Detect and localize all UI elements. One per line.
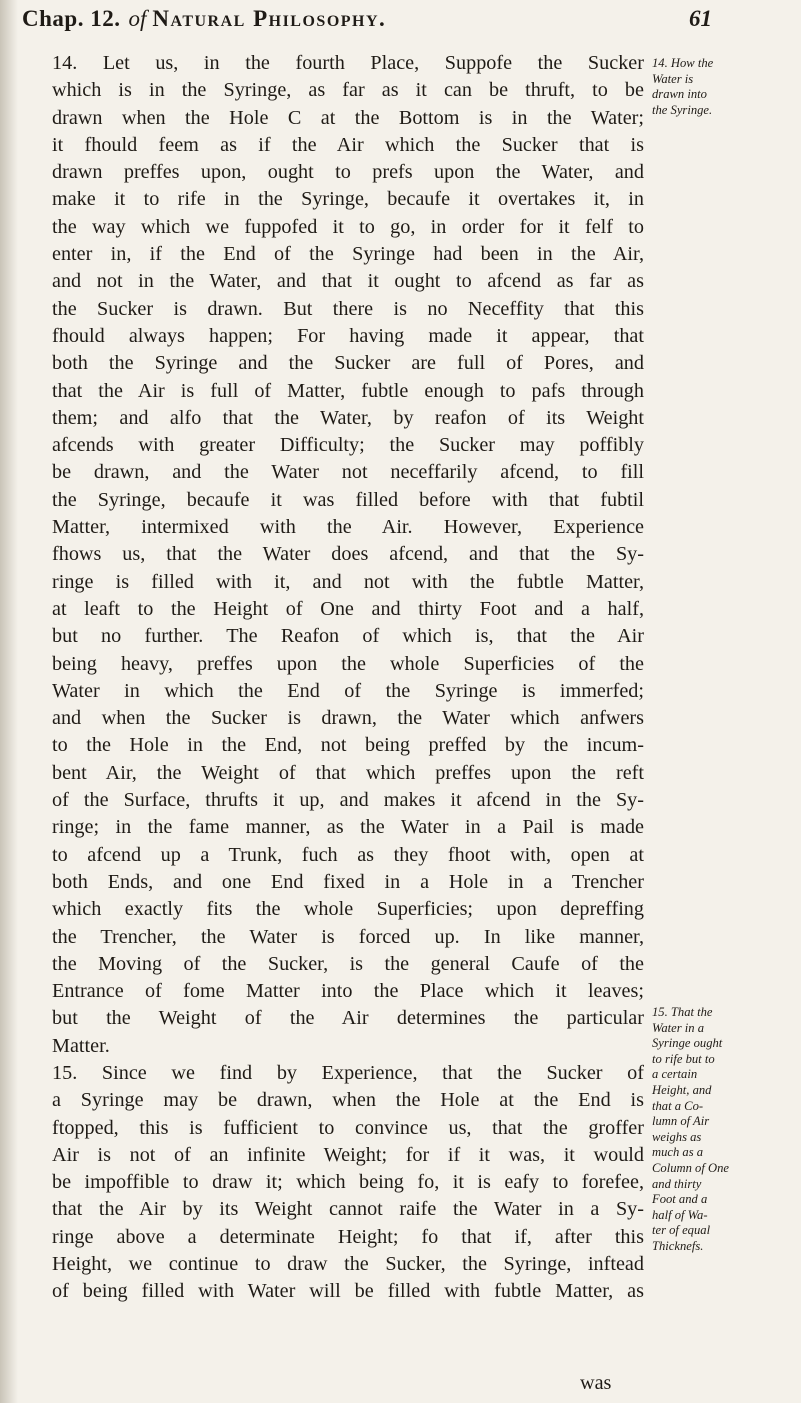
margin-note-line: lumn of Air bbox=[652, 1114, 710, 1129]
text-line: 15. Since we find by Experience, that the Sucker of bbox=[52, 1061, 644, 1084]
margin-note-line: to rife but to bbox=[652, 1051, 715, 1066]
text-line: it fhould feem as if the Air which the Sucker that is bbox=[52, 133, 644, 156]
margin-note-line: a certain bbox=[652, 1067, 698, 1082]
text-line: being heavy, preffes upon the whole Superficies of the bbox=[52, 652, 644, 675]
text-line: which is in the Syringe, as far as it can be thruft, to be bbox=[52, 79, 644, 102]
text-line: that the Air by its Weight cannot raife the Water in a Sy- bbox=[52, 1198, 644, 1221]
text-line: Matter, intermixed with the Air. However, Experience bbox=[52, 516, 644, 539]
text-line: to afcend up a Trunk, fuch as they fhoot with, open at bbox=[52, 843, 644, 866]
text-line: ringe is filled with it, and not with the fubtle Matter, bbox=[52, 570, 644, 593]
text-line: fhows us, that the Water does afcend, and that the Sy- bbox=[52, 543, 644, 566]
header-of: of bbox=[128, 6, 147, 31]
book-title: Natural Philosophy. bbox=[152, 6, 387, 31]
text-line: drawn when the Hole C at the Bottom is in the Water; bbox=[52, 106, 644, 129]
margin-note-line: the Syringe. bbox=[652, 102, 713, 117]
text-line: ftopped, this is fufficient to convince us, that the groffer bbox=[52, 1116, 644, 1139]
paragraph-14 bbox=[52, 50, 644, 1060]
text-line: both Ends, and one End fixed in a Hole in a Trencher bbox=[52, 870, 644, 893]
text-line: enter in, if the End of the Syringe had been in the Air, bbox=[52, 243, 644, 266]
text-line: and when the Sucker is drawn, the Water which anfwers bbox=[52, 707, 644, 730]
margin-note-15 bbox=[652, 1005, 794, 1255]
text-line: be drawn, and the Water not neceffarily afcend, to fill bbox=[52, 461, 644, 484]
margin-note-line: half of Wa- bbox=[652, 1207, 708, 1222]
text-line: Air is not of an infinite Weight; for if it was, it would bbox=[52, 1143, 644, 1166]
margin-note-line: Syringe ought bbox=[652, 1036, 723, 1051]
binding-gutter-shadow bbox=[0, 0, 18, 1403]
text-line: of being filled with Water will be filled with fubtle Matter, as bbox=[52, 1280, 644, 1303]
text-line: the Trencher, the Water is forced up. In like manner, bbox=[52, 925, 644, 948]
text-line: which exactly fits the whole Superficies; upon depreffing bbox=[52, 898, 644, 921]
text-line: but no further. The Reafon of which is, that the Air bbox=[52, 625, 644, 648]
text-line: bent Air, the Weight of that which preffes upon the reft bbox=[52, 761, 644, 784]
margin-note-line: Thicknefs. bbox=[652, 1238, 704, 1253]
text-line: the way which we fuppofed it to go, in order for it felf to bbox=[52, 215, 644, 238]
running-header bbox=[22, 6, 712, 46]
page-number: 61 bbox=[689, 6, 712, 31]
text-line: Matter. bbox=[52, 1034, 110, 1057]
margin-note-line: that a Co- bbox=[652, 1098, 704, 1113]
text-line: but the Weight of the Air determines the particular bbox=[52, 1007, 644, 1030]
chapter-label: Chap. 12. bbox=[22, 6, 121, 31]
text-line: afcends with greater Difficulty; the Sucker may poffibly bbox=[52, 434, 644, 457]
text-line: be impoffible to draw it; which being fo, it is eafy to forefee, bbox=[52, 1171, 644, 1194]
margin-note-line: Height, and bbox=[652, 1082, 712, 1097]
margin-note-line: and thirty bbox=[652, 1176, 702, 1191]
margin-note-line: drawn into bbox=[652, 87, 707, 102]
text-line: the Moving of the Sucker, is the general Caufe of the bbox=[52, 952, 644, 975]
text-line: them; and alfo that the Water, by reafon of its Weight bbox=[52, 406, 644, 429]
text-line: of the Surface, thrufts it up, and makes it afcend in the Sy- bbox=[52, 789, 644, 812]
margin-note-line: Column of One bbox=[652, 1160, 729, 1175]
text-line: ringe; in the fame manner, as the Water in a Pail is made bbox=[52, 816, 644, 839]
margin-note-line: ter of equal bbox=[652, 1223, 711, 1238]
text-line: at leaft to the Height of One and thirty Foot and a half, bbox=[52, 597, 644, 620]
main-text bbox=[52, 50, 644, 1306]
text-line: a Syringe may be drawn, when the Hole at the End is bbox=[52, 1089, 644, 1112]
text-line: fhould always happen; For having made it appear, that bbox=[52, 324, 644, 347]
text-line: 14. Let us, in the fourth Place, Suppofe the Sucker bbox=[52, 52, 644, 74]
text-line: Entrance of fome Matter into the Place which it leaves; bbox=[52, 980, 644, 1003]
margin-note-line: much as a bbox=[652, 1145, 704, 1160]
margin-note-line: weighs as bbox=[652, 1129, 702, 1144]
text-line: ringe above a determinate Height; fo that if, after this bbox=[52, 1225, 644, 1248]
margin-note-14 bbox=[652, 56, 794, 118]
text-line: both the Syringe and the Sucker are full of Pores, and bbox=[52, 352, 644, 375]
text-line: that the Air is full of Matter, fubtle enough to pafs through bbox=[52, 379, 644, 402]
text-line: and not in the Water, and that it ought to afcend as far as bbox=[52, 270, 644, 293]
margin-note-line: Foot and a bbox=[652, 1192, 708, 1207]
text-line: drawn preffes upon, ought to prefs upon the Water, and bbox=[52, 161, 644, 184]
paragraph-15 bbox=[52, 1060, 644, 1306]
text-line: make it to rife in the Syringe, becaufe it overtakes it, in bbox=[52, 188, 644, 211]
text-line: the Syringe, becaufe it was filled before with that fubtil bbox=[52, 488, 644, 511]
text-line: Height, we continue to draw the Sucker, the Syringe, inftead bbox=[52, 1253, 644, 1276]
catchword: was bbox=[580, 1372, 612, 1394]
text-line: the Sucker is drawn. But there is no Neceffity that this bbox=[52, 297, 644, 320]
text-line: Water in which the End of the Syringe is immerfed; bbox=[52, 679, 644, 702]
margin-note-line: Water in a bbox=[652, 1020, 705, 1035]
margin-note-line: 14. How the bbox=[652, 56, 714, 70]
text-line: to the Hole in the End, not being preffed by the incum- bbox=[52, 734, 644, 757]
margin-note-line: Water is bbox=[652, 71, 694, 86]
margin-note-line: 15. That the bbox=[652, 1005, 713, 1019]
